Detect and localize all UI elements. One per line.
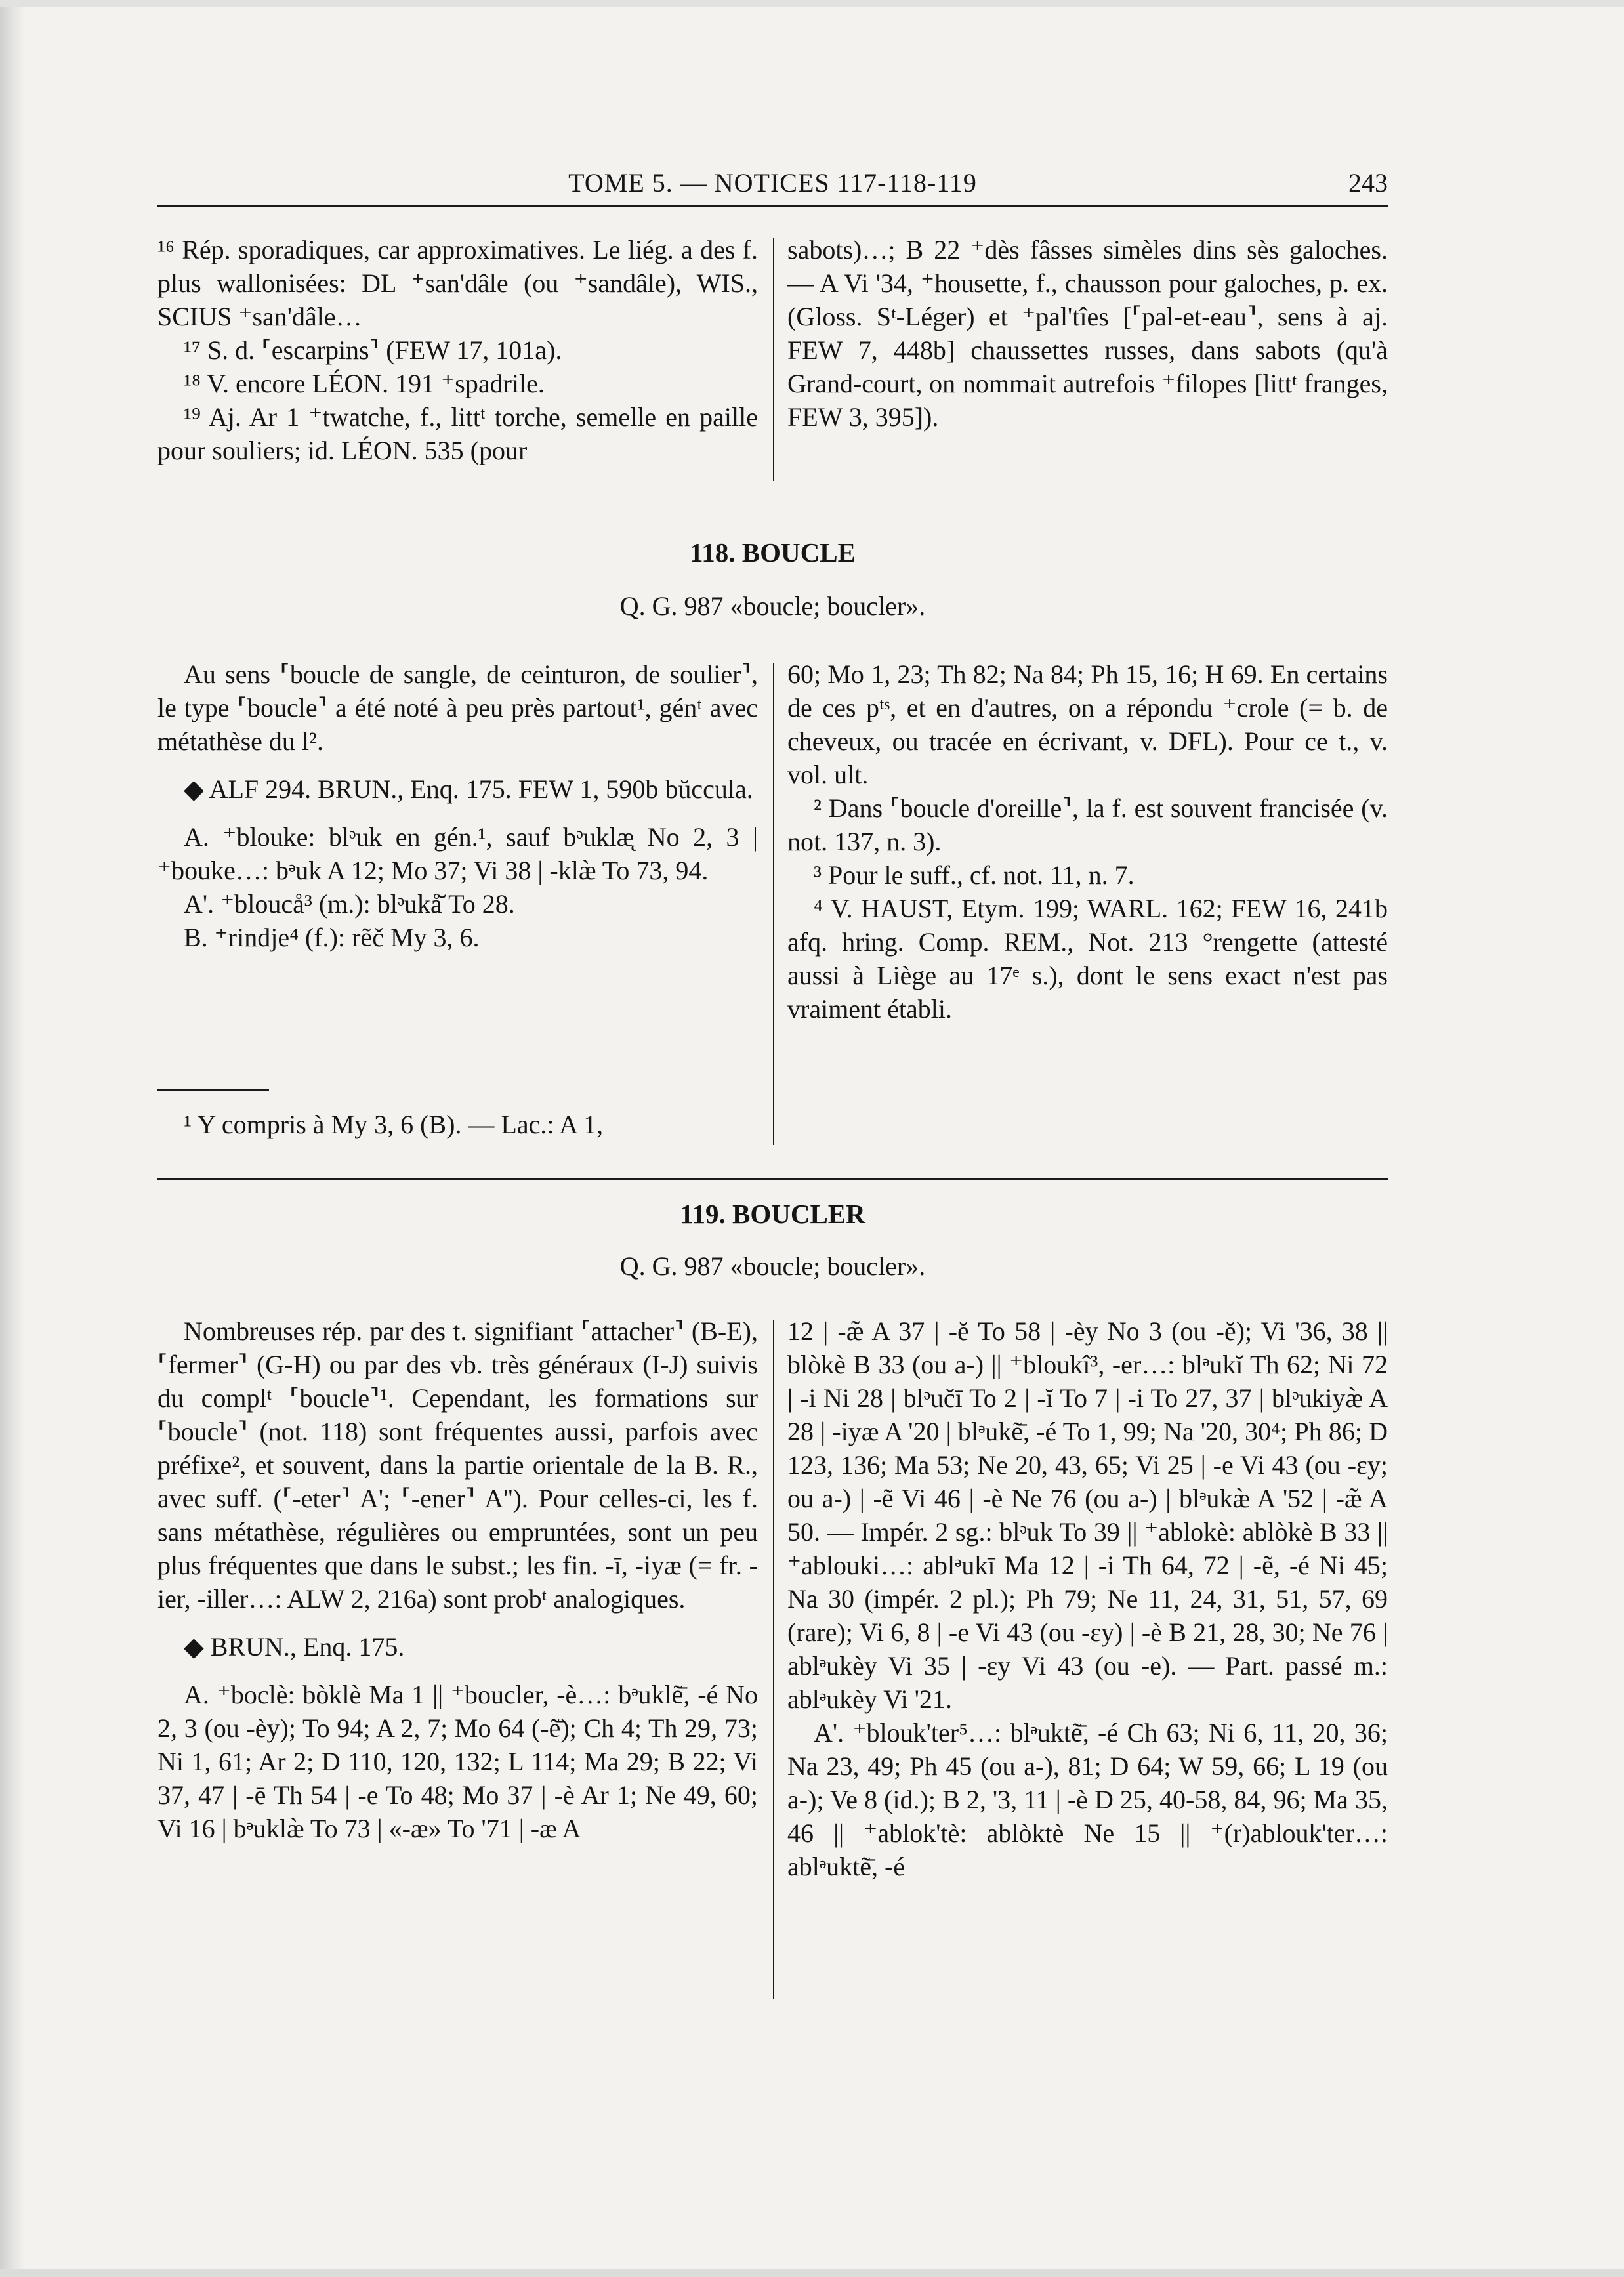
footnote-19-continued: sabots)…; B 22 ⁺dès fâsses simèles dins sès galoches. — A Vi '34, ⁺housette, f., chausson pour galoches, p. ex. (Gloss. Sᵗ-Léger) et ⁺pal'tîes [⸢pal-et-eau⸣, sens à aj. FEW 7, 448b] chaussettes russes, dans sabots (qu'à Grand-court, on nommait autrefois ⁺filopes [littᵗ franges, FEW 3, 395]). bbox=[787, 235, 1388, 432]
section-118-subtitle: Q. G. 987 «boucle; boucler». bbox=[619, 591, 926, 621]
page-number: 243 bbox=[1348, 168, 1388, 198]
footnote-rule bbox=[157, 1089, 269, 1091]
header-rule bbox=[157, 205, 1388, 207]
paragraph: Nombreuses rép. par des t. signifiant ⸢attacher⸣ (B-E), ⸢fermer⸣ (G-H) ou par des vb. très généraux (I-J) suivis du complᵗ ⸢boucle⸣¹. Cependant, les formations sur ⸢boucle⸣ (not. 118) sont fréquentes aussi, parfois avec préfixe², et souvent, dans la partie orientale de la B. R., avec suff. (⸢-eter⸣ A'; ⸢-ener⸣ A''). Pour celles-ci, les f. sans métathèse, régulières ou empruntées, sont un peu plus fréquentes que dans le subst.; les fin. -ī, -iyæ (= fr. -ier, -iller…: ALW 2, 216a) sont probᵗ analogiques. bbox=[157, 1316, 758, 1614]
footnote-4: ⁴ V. HAUST, Etym. 199; WARL. 162; FEW 16, 241b afq. hring. Comp. REM., Not. 213 °rengette (attesté aussi à Liège au 17ᵉ s.), dont le sens exact n'est pas vraiment établi. bbox=[787, 894, 1388, 1024]
section-119-left-column bbox=[157, 1314, 758, 1845]
footnote-17: ¹⁷ S. d. ⸢escarpins⸣ (FEW 17, 101a). bbox=[184, 335, 562, 365]
section-118-right-column bbox=[787, 658, 1388, 1026]
notes-117-right-column bbox=[787, 233, 1388, 434]
footnote-column bbox=[157, 1108, 758, 1141]
footnote-1-continued: 60; Mo 1, 23; Th 82; Na 84; Ph 15, 16; H 69. En certains de ces pᵗˢ, et en d'autres, on a répondu ⁺crole (= b. de cheveux, ou tracée en écrivant, v. DFL). Pour ce t., v. vol. ult. bbox=[787, 659, 1388, 789]
notes-117 bbox=[157, 233, 1388, 489]
notes-117-left-column bbox=[157, 233, 758, 467]
section-118-title: 118. BOUCLE bbox=[690, 537, 856, 568]
entry-a-prime: A'. ⁺blouk'ter⁵…: blᵊuktẽ̄, -é Ch 63; Ni 6, 11, 20, 36; Na 23, 49; Ph 45 (ou a-), 81; D 64; W 59, 66; L 19 (ou a-); Ve 8 (id.); B 2, '3, 11 | -è D 25, 40-58, 84, 96; Ma 35, 46 || ⁺ablok'tè: ablòktè Ne 15 || ⁺(r)ablouk'ter…: ablᵊuktẽ̄, -é bbox=[787, 1718, 1388, 1881]
column-divider bbox=[773, 238, 774, 481]
entry-b: B. ⁺rindje⁴ (f.): rẽč My 3, 6. bbox=[184, 923, 480, 952]
section-119-body bbox=[157, 1314, 1388, 1997]
footnote-3: ³ Pour le suff., cf. not. 11, n. 7. bbox=[814, 860, 1135, 890]
section-rule bbox=[157, 1178, 1388, 1180]
scan-edge-bottom bbox=[0, 2269, 1624, 2277]
section-119-right-column bbox=[787, 1314, 1388, 1883]
paragraph: Au sens ⸢boucle de sangle, de ceinturon, de soulier⸣, le type ⸢boucle⸣ a été noté à peu près partout¹, génᵗ avec métathèse du l². bbox=[157, 659, 758, 756]
footnote-16: ¹⁶ Rép. sporadiques, car approximatives. Le liég. a des f. plus wallonisées: DL ⁺san'dâle (ou ⁺sandâle), WIS., SCIUS ⁺san'dâle… bbox=[157, 235, 758, 331]
column-divider bbox=[773, 663, 774, 1145]
entry-a: A. ⁺bоclè: bòklè Ma 1 || ⁺boucler, -è…: bᵊuklẽ̄, -é No 2, 3 (ou -èy); To 94; A 2, 7; Mo 64 (-ẽ̄); Ch 4; Th 29, 73; Ni 1, 61; Ar 2; D 110, 120, 132; L 114; Ma 29; B 22; Vi 37, 47 | -ē Th 54 | -e To 48; Mo 37 | -è Ar 1; Ne 49, 60; Vi 16 | bᵊuklæ̀ To 73 | «-æ» To '71 | -æ A bbox=[157, 1680, 758, 1843]
entry-a-prime: A'. ⁺bloucå³ (m.): blᵊukå̆ To 28. bbox=[184, 889, 515, 919]
footnote-18: ¹⁸ V. encore LÉON. 191 ⁺spadrile. bbox=[184, 369, 545, 398]
page-header bbox=[157, 167, 1388, 207]
section-119-subtitle: Q. G. 987 «boucle; boucler». bbox=[619, 1251, 926, 1281]
scan-edge-left bbox=[0, 0, 25, 2277]
section-118-left-column bbox=[157, 658, 758, 954]
footnote-19: ¹⁹ Aj. Ar 1 ⁺twatche, f., littᵗ torche, semelle en paille pour souliers; id. LÉON. 535 (pour bbox=[157, 402, 758, 465]
section-119-title: 119. BOUCLER bbox=[680, 1199, 865, 1229]
entry-a-continued: 12 | -æ̃ A 37 | -ĕ To 58 | -èy No 3 (ou -ĕ); Vi '36, 38 || blòkè B 33 (ou a-) || ⁺bloukî³, -er…: blᵊukĭ Th 62; Ni 72 | -i Ni 28 | blᵊučī To 2 | -ĭ To 7 | -i To 27, 37 | blᵊukiyæ̀ A 28 | -iyæ A '20 | blᵊukẽ̄, -é To 1, 99; Na '20, 30⁴; Ph 86; D 123, 136; Ma 53; Ne 20, 43, 65; Vi 25 | -e Vi 43 (ou -εy; ou a-) | -ẽ Vi 46 | -è Ne 76 (ou a-) | blᵊukæ̀ A '52 | -æ̃ A 50. — Impér. 2 sg.: blᵊuk To 39 || ⁺ablokè: ablòkè B 33 || ⁺ablouki…: ablᵊukī Ma 12 | -i Th 64, 72 | -ẽ, -é Ni 45; Na 30 (impér. 2 pl.); Ph 79; Ne 11, 24, 31, 51, 57, 69 (rare); Vi 6, 8 | -e Vi 43 (ou -εy) | -è B 21, 28, 30; Ne 76 | ablᵊukèy Vi 35 | -εy Vi 43 (ou -e). — Part. passé m.: ablᵊukèy Vi '21. bbox=[787, 1316, 1388, 1714]
footnote-1: ¹ Y compris à My 3, 6 (B). — Lac.: A 1, bbox=[184, 1110, 603, 1139]
footnote-2: ² Dans ⸢boucle d'oreille⸣, la f. est souvent francisée (v. not. 137, n. 3). bbox=[787, 793, 1388, 856]
running-title: TOME 5. — NOTICES 117-118-119 bbox=[568, 168, 977, 198]
scan-edge-top bbox=[0, 0, 1624, 7]
section-118-body bbox=[157, 658, 1388, 1143]
entry-a: A. ⁺blouke: blᵊuk en gén.¹, sauf bᵊuklæ̨ No 2, 3 | ⁺bouke…: bᵊuk A 12; Mo 37; Vi 38 | -klæ̀ To 73, 94. bbox=[157, 822, 758, 885]
bibliography-line: ◆ BRUN., Enq. 175. bbox=[184, 1632, 405, 1661]
bibliography-line: ◆ ALF 294. BRUN., Enq. 175. FEW 1, 590b bŭccula. bbox=[184, 774, 753, 804]
column-divider bbox=[773, 1320, 774, 1999]
